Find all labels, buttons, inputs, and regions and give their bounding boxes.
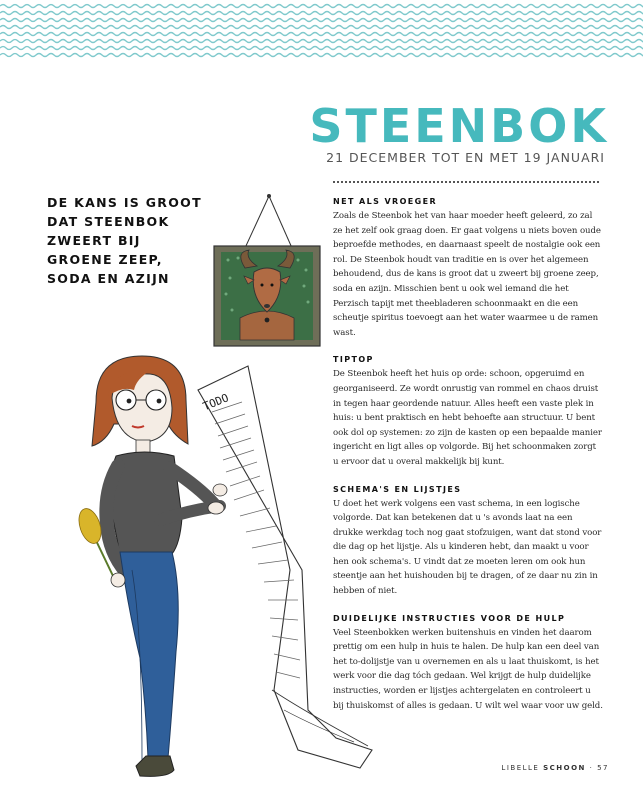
article-section [333,354,603,469]
article-column [333,196,603,727]
section-heading: TIPTOP [333,355,374,365]
page-number: 57 [597,764,609,772]
wave-line [0,19,643,22]
article-section [333,196,603,340]
article-section [333,484,603,599]
todo-list-title: TODO [201,391,231,414]
article-section [333,613,603,714]
pull-quote-line: ZWEERT BIJ [47,233,141,248]
wave-pattern-header [0,0,643,62]
footer-magazine: LIBELLE [501,764,540,772]
section-heading: DUIDELIJKE INSTRUCTIES VOOR DE HULP [333,613,566,623]
pull-quote-line: GROENE ZEEP, [47,252,163,267]
wave-line [0,47,643,50]
section-heading: SCHEMA'S EN LIJSTJES [333,484,462,494]
wave-line [0,33,643,36]
goat-picture-frame [214,194,320,346]
wave-line [0,12,643,15]
wave-line [0,26,643,29]
section-body: Veel Steenbokken werken buitenshuis en vinden het daarom prettig om een hulp in huis te halen. De hulp kan een deel van het to-dolijstje van u overnemen en als u laat thuiskomt, is het werk voor die dag tóch gedaan. Wel krijgt de hulp duidelijke instructies, worden er lijstjes achtergelaten en controleert u bij thuiskomst of alles is gedaan. U wilt wel waar voor uw geld. [333,627,603,711]
page-title: STEENBOK [309,99,609,153]
wave-line [0,54,643,57]
dotted-divider [333,181,599,183]
page-footer [501,764,609,772]
wave-line [0,5,643,8]
section-body: U doet het werk volgens een vast schema, in een logische volgorde. Dat kan betekenen dat u 's avonds laat na een drukke werkdag toch nog gaat stofzuigen, want dat stond voor die dag op het lijstje. Als u kinderen hebt, dan maakt u voor hen ook schema's. U vindt dat ze moeten leren om ook hun steentje aan het huishouden bij te dragen, of ze daar nu zin in hebben of niet. [333,498,602,597]
date-range: 21 DECEMBER TOT EN MET 19 JANUARI [326,150,605,165]
woman-figure [75,356,227,776]
wave-line [0,40,643,43]
footer-separator: · [589,764,594,772]
footer-section: SCHOON [543,764,586,772]
pull-quote-line: SODA EN AZIJN [47,271,170,286]
section-heading: NET ALS VROEGER [333,197,438,206]
section-body: De Steenbok heeft het huis op orde: schoon, opgeruimd en georganiseerd. Ze wordt onrustig van rommel en chaos druist in tegen haar geordende natuur. Alles heeft een vaste plek in huis: u bent praktisch en hebt behoefte aan structuur. U bent ook dol op systemen: zo zijn de kasten op een bepaalde manier ingericht en ligt alles op volgorde. Bij het schoonmaken zorgt u ervoor dat u overal makkelijk bij kunt. [333,369,602,467]
section-body: Zoals de Steenbok het van haar moeder heeft geleerd, zo zal ze het zelf ook graag doen. Er gaat volgens u niets boven oude beproefde methodes, en daarnaast speelt de nostalgie ook een rol. De Steenbok houdt van traditie en is over het algemeen behoudend, dus de kans is groot dat u zweert bij groene zeep, soda en azijn. Misschien bent u ook wel iemand die het Perzisch tapijt met theebladeren schoonmaakt en die een scheutje spiritus toevoegt aan het water waarmee u de ramen wast. [333,211,601,338]
pull-quote-line: DAT STEENBOK [47,214,170,229]
pull-quote-line: DE KANS IS GROOT [47,195,202,210]
